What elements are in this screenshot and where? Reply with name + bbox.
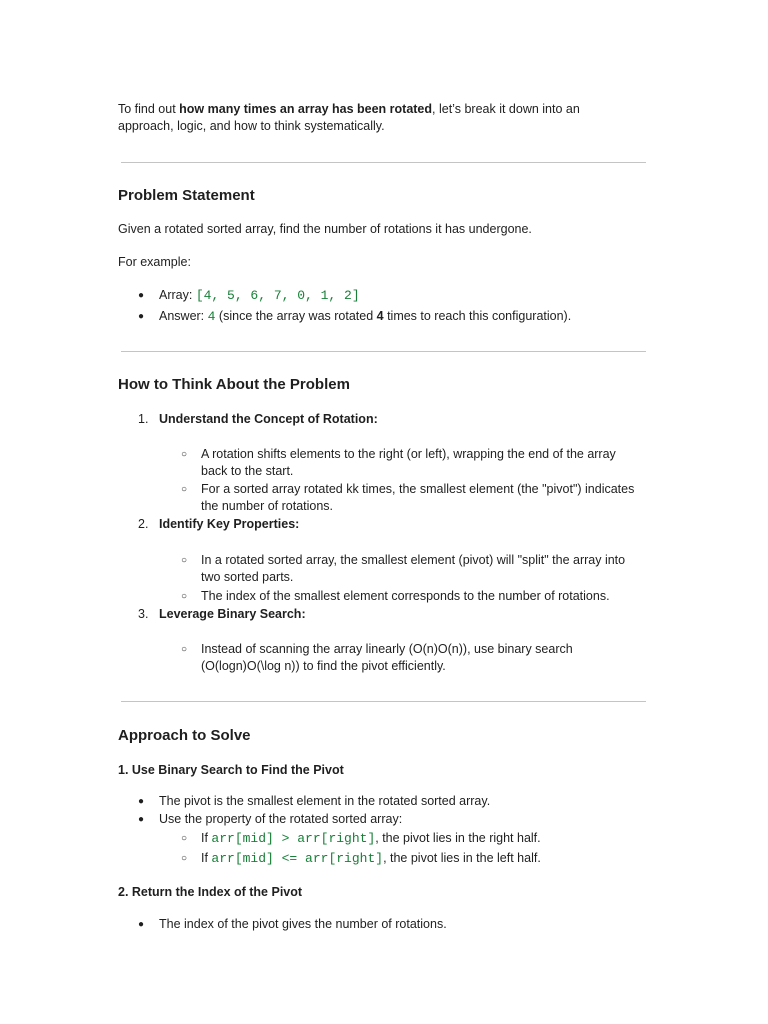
divider [121,701,646,702]
cond-pre: If [201,831,212,845]
circle-bullet-icon: ○ [181,484,188,495]
think-heading: How to Think About the Problem [118,376,350,393]
sub-text: For a sorted array rotated kk times, the smallest element (the "pivot") indicates the number of rotations. [201,482,635,513]
answer-text-pre: (since the array was rotated [215,309,377,323]
divider [121,351,646,352]
step-1-title: 1. Use Binary Search to Find the Pivot [118,763,344,777]
bullet-icon: ● [138,290,145,301]
item-number: 2. [138,517,149,531]
answer-text-bold: 4 [376,309,384,323]
item-title: Leverage Binary Search: [159,607,306,621]
cond-code: arr[mid] > arr[right] [211,831,376,846]
cond-post: , the pivot lies in the right half. [375,831,541,845]
circle-bullet-icon: ○ [181,853,188,864]
item-number: 1. [138,412,149,426]
circle-bullet-icon: ○ [181,555,188,566]
bullet-icon: ● [138,814,145,825]
intro-paragraph [118,101,638,135]
divider [121,162,646,163]
sub-text: A rotation shifts elements to the right (or left), wrapping the end of the array back to the start. [201,447,616,478]
intro-text-bold: how many times an array has been rotated [179,102,433,116]
bullet-icon: ● [138,796,145,807]
cond-post: , the pivot lies in the left half. [383,851,541,865]
approach-heading: Approach to Solve [118,727,251,744]
step-2-title: 2. Return the Index of the Pivot [118,885,303,899]
sub-text: Instead of scanning the array linearly (O(n)O(n)), use binary search (O(logn)O(\log n)) to find the pivot efficiently. [201,642,573,673]
answer-code: 4 [207,309,216,324]
example-label: For example: [118,255,191,269]
problem-heading: Problem Statement [118,187,255,204]
item-number: 3. [138,607,149,621]
problem-statement: Given a rotated sorted array, find the number of rotations it has undergone. [118,222,532,236]
cond-pre: If [201,851,212,865]
item-title: Understand the Concept of Rotation: [159,412,378,426]
bullet-icon: ● [138,311,145,322]
bullet-text: Use the property of the rotated sorted array: [159,812,403,826]
array-label: Array: [159,288,196,302]
circle-bullet-icon: ○ [181,591,188,602]
intro-text-pre: To find out [118,102,180,116]
bullet-text: The pivot is the smallest element in the rotated sorted array. [159,794,491,808]
sub-text: In a rotated sorted array, the smallest element (pivot) will "split" the array into two sorted parts. [201,553,626,584]
answer-text-post: times to reach this configuration). [383,309,572,323]
answer-label: Answer: [159,309,208,323]
item-title: Identify Key Properties: [159,517,300,531]
cond-code: arr[mid] <= arr[right] [211,851,384,866]
bullet-text: The index of the pivot gives the number of rotations. [159,917,447,931]
circle-bullet-icon: ○ [181,644,188,655]
array-code: [4, 5, 6, 7, 0, 1, 2] [195,288,360,303]
bullet-icon: ● [138,919,145,930]
sub-text: The index of the smallest element corresponds to the number of rotations. [201,589,610,603]
circle-bullet-icon: ○ [181,449,188,460]
circle-bullet-icon: ○ [181,833,188,844]
intro-text-post: , let’s break it down into an approach, logic, and how to think systematically. [118,102,580,133]
